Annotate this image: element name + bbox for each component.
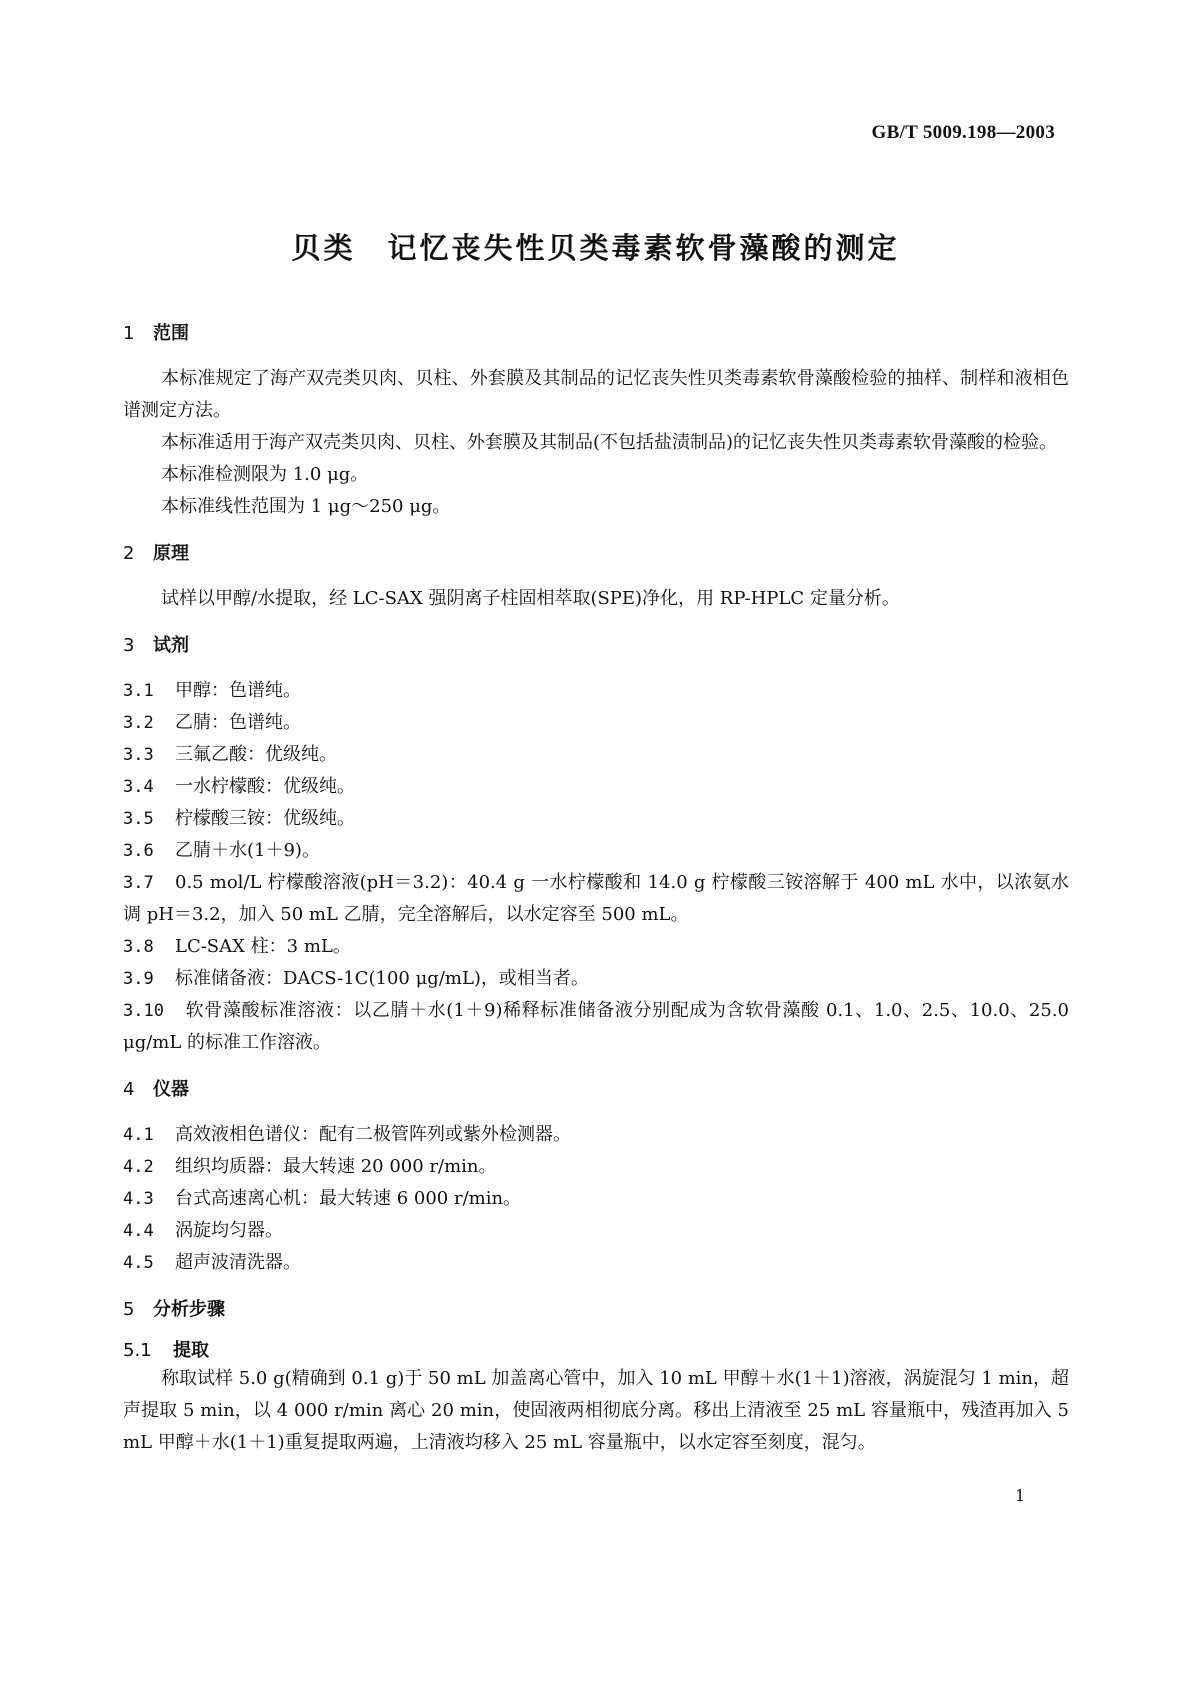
list-item: [123, 1215, 1069, 1247]
page-number: 1: [1015, 1486, 1026, 1505]
standard-number: GB/T 5009.198—2003: [871, 122, 1055, 143]
item-text: 软骨藻酸标准溶液：以乙腈＋水(1＋9)稀释标准储备液分别配成为含软骨藻酸 0.1、1.0、2.5、10.0、25.0 μg/mL 的标准工作溶液。: [123, 1000, 1069, 1053]
section-heading-scope: [123, 322, 1069, 346]
paragraph: 称取试样 5.0 g(精确到 0.1 g)于 50 mL 加盖离心管中，加入 10 mL 甲醇＋水(1＋1)溶液，涡旋混匀 1 min，超声提取 5 min，以 4 000 r/min 离心 20 min，使固液两相彻底分离。移出上清液至 25 mL 容量瓶中，残渣再加入 5 mL 甲醇＋水(1＋1)重复提取两遍，上清液均移入 25 mL 容量瓶中，以水定容至刻度，混匀。: [123, 1368, 1069, 1453]
list-item: [123, 675, 1069, 707]
document-title: 贝类 记忆丧失性贝类毒素软骨藻酸的测定: [291, 231, 900, 265]
section-number: 3: [123, 635, 135, 656]
section-title: 仪器: [153, 1079, 189, 1100]
item-text: 组织均质器：最大转速 20 000 r/min。: [175, 1156, 497, 1177]
subsection-number: 5.1: [123, 1340, 152, 1361]
list-item: [123, 1151, 1069, 1183]
section-title: 原理: [153, 543, 189, 564]
item-number: 4.1: [123, 1125, 154, 1145]
item-number: 3.4: [123, 777, 154, 797]
list-item: [123, 1119, 1069, 1151]
item-text: LC-SAX 柱：3 mL。: [175, 936, 351, 957]
item-text: 高效液相色谱仪：配有二极管阵列或紫外检测器。: [175, 1124, 571, 1145]
paragraph: 本标准适用于海产双壳类贝肉、贝柱、外套膜及其制品(不包括盐渍制品)的记忆丧失性贝类毒素软骨藻酸的检验。: [161, 432, 1058, 453]
section-title: 分析步骤: [153, 1299, 225, 1320]
item-text: 标准储备液：DACS-1C(100 μg/mL)，或相当者。: [175, 968, 589, 989]
paragraph: 本标准检测限为 1.0 μg。: [161, 464, 369, 485]
item-text: 三氟乙酸：优级纯。: [175, 744, 337, 765]
item-number: 3.2: [123, 713, 154, 733]
item-number: 3.8: [123, 937, 154, 957]
section-heading-apparatus: [123, 1078, 1069, 1102]
section-heading-procedure: [123, 1298, 1069, 1322]
list-item: [123, 1183, 1069, 1215]
list-item: [123, 835, 1069, 867]
document-body: [123, 322, 1069, 1459]
section-title: 范围: [153, 323, 189, 344]
item-text: 乙腈：色谱纯。: [175, 712, 301, 733]
item-number: 4.4: [123, 1221, 154, 1241]
item-number: 3.6: [123, 841, 154, 861]
list-item: [123, 739, 1069, 771]
list-item: [123, 995, 1069, 1059]
paragraph: 试样以甲醇/水提取，经 LC-SAX 强阴离子柱固相萃取(SPE)净化，用 RP-HPLC 定量分析。: [161, 588, 900, 609]
section-heading-principle: [123, 542, 1069, 566]
section-number: 5: [123, 1299, 135, 1320]
section-heading-reagents: [123, 634, 1069, 658]
list-item: [123, 771, 1069, 803]
section-title: 试剂: [153, 635, 189, 656]
item-text: 超声波清洗器。: [175, 1252, 301, 1273]
item-text: 甲醇：色谱纯。: [175, 680, 301, 701]
list-item: [123, 707, 1069, 739]
item-text: 乙腈＋水(1＋9)。: [175, 840, 320, 861]
item-text: 柠檬酸三铵：优级纯。: [175, 808, 355, 829]
item-number: 3.3: [123, 745, 154, 765]
item-number: 3.1: [123, 681, 154, 701]
list-item: [123, 963, 1069, 995]
subsection-heading-extraction: [123, 1339, 1069, 1363]
subsection-title: 提取: [173, 1340, 209, 1361]
item-number: 3.10: [123, 1001, 164, 1021]
item-text: 台式高速离心机：最大转速 6 000 r/min。: [175, 1188, 522, 1209]
list-item: [123, 931, 1069, 963]
paragraph: 本标准规定了海产双壳类贝肉、贝柱、外套膜及其制品的记忆丧失性贝类毒素软骨藻酸检验的抽样、制样和液相色谱测定方法。: [123, 368, 1069, 421]
section-number: 2: [123, 543, 135, 564]
paragraph: 本标准线性范围为 1 μg～250 μg。: [161, 496, 451, 517]
item-number: 3.9: [123, 969, 154, 989]
list-item: [123, 867, 1069, 931]
item-number: 3.5: [123, 809, 154, 829]
item-number: 3.7: [123, 873, 154, 893]
item-number: 4.5: [123, 1253, 154, 1273]
item-text: 一水柠檬酸：优级纯。: [175, 776, 355, 797]
item-text: 0.5 mol/L 柠檬酸溶液(pH＝3.2)：40.4 g 一水柠檬酸和 14.0 g 柠檬酸三铵溶解于 400 mL 水中，以浓氨水调 pH＝3.2，加入 50 mL 乙腈，完全溶解后，以水定容至 500 mL。: [123, 872, 1069, 925]
list-item: [123, 803, 1069, 835]
item-number: 4.3: [123, 1189, 154, 1209]
list-item: [123, 1247, 1069, 1279]
item-text: 涡旋均匀器。: [175, 1220, 283, 1241]
item-number: 4.2: [123, 1157, 154, 1177]
section-number: 4: [123, 1079, 135, 1100]
section-number: 1: [123, 323, 135, 344]
